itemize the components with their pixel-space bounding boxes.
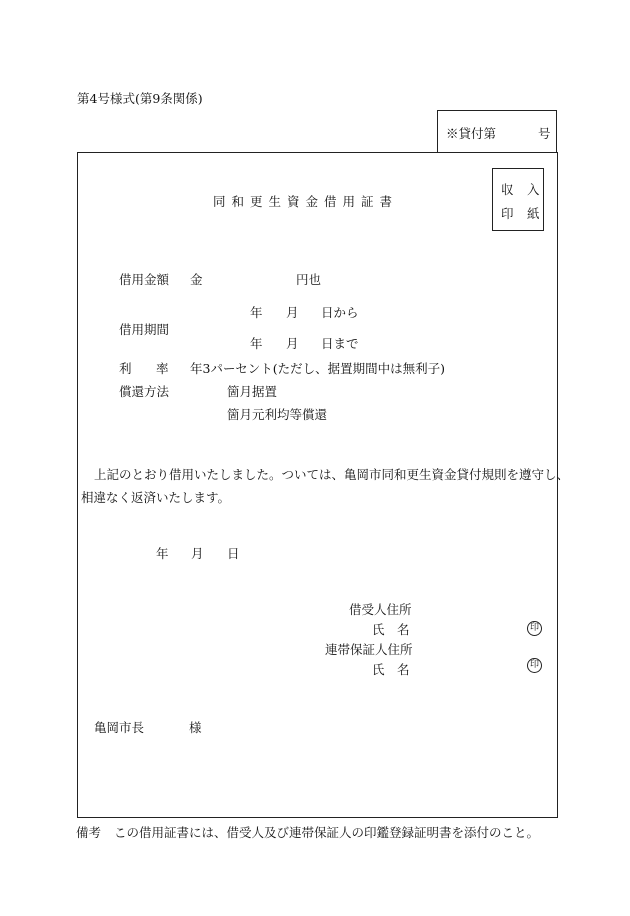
revenue-stamp-box	[492, 168, 544, 231]
guarantor-name-label-b: 名	[397, 662, 410, 677]
body-text-line2: 相違なく返済いたします。	[81, 490, 231, 505]
addressee-honorific: 様	[189, 720, 202, 735]
document-title: 同和更生資金借用証書	[213, 194, 399, 209]
form-number: 第4号様式(第9条関係)	[77, 91, 203, 106]
stamp-char: 収	[501, 182, 514, 197]
date-day: 日	[227, 546, 240, 561]
note-text: この借用証書には、借受人及び連帯保証人の印鑑登録証明書を添付のこと。	[114, 825, 540, 840]
date-month: 月	[191, 546, 204, 561]
interest-label-a: 利	[119, 361, 132, 376]
stamp-char: 印	[501, 206, 514, 221]
body-text-line1: 上記のとおり借用いたしました。ついては、亀岡市同和更生資金貸付規則を遵守し、	[94, 467, 570, 482]
borrower-name-label-a: 氏	[372, 622, 385, 637]
period-from-month: 月	[286, 305, 299, 320]
period-to-year: 年	[250, 336, 263, 351]
addressee-label: 亀岡市長	[94, 720, 145, 735]
interest-value: 年3パーセント(ただし、据置期間中は無利子)	[190, 361, 445, 376]
amount-label: 借用金額	[119, 272, 170, 287]
stamp-char: 入	[527, 182, 540, 197]
repayment-line1: 箇月据置	[227, 384, 278, 399]
interest-label-b: 率	[156, 361, 169, 376]
borrower-seal-mark: 印	[527, 621, 542, 636]
period-to-month: 月	[286, 336, 299, 351]
stamp-char: 紙	[527, 206, 540, 221]
loan-number-suffix: 号	[538, 126, 551, 141]
period-from-year: 年	[250, 305, 263, 320]
period-label: 借用期間	[119, 322, 170, 337]
guarantor-name-label-a: 氏	[372, 662, 385, 677]
note-label: 備考	[76, 825, 102, 840]
borrower-name-label-b: 名	[397, 622, 410, 637]
date-year: 年	[156, 546, 169, 561]
amount-prefix: 金	[190, 272, 203, 287]
period-from-day: 日から	[321, 305, 359, 320]
amount-suffix: 円也	[296, 272, 322, 287]
period-to-day: 日まで	[321, 336, 359, 351]
repayment-line2: 箇月元利均等償還	[227, 407, 328, 422]
guarantor-address-label: 連帯保証人住所	[325, 642, 413, 657]
repayment-label: 償還方法	[119, 384, 170, 399]
guarantor-seal-mark: 印	[527, 658, 542, 673]
certificate-frame	[77, 152, 558, 818]
loan-number-box	[437, 110, 557, 153]
loan-number-label: ※貸付第	[446, 126, 497, 141]
borrower-address-label: 借受人住所	[349, 602, 412, 617]
